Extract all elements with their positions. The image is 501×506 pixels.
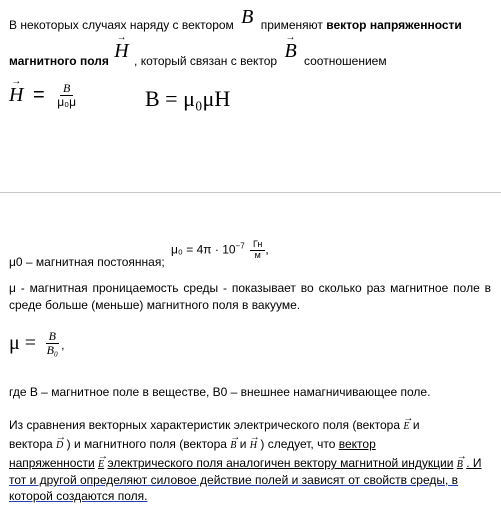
intro-line-2: магнитного поля → H , который связан с вектор → B соотношением (9, 32, 387, 68)
vector-e-symbol-2: → E (98, 451, 109, 470)
vector-h-symbol-2: → H (249, 432, 260, 451)
comparison-line-2: вектора → D ) и магнитного поля (вектора → B и → H ) следует, что вектор (9, 432, 376, 451)
vector-h-symbol: → H (114, 32, 129, 62)
intro-bold-term: вектор напряженности (326, 18, 462, 32)
comparison-line-3: напряженности → E электрического поля аналогичен вектору магнитной индукции → B . И (9, 451, 482, 470)
intro-line-1: В некоторых случаях наряду с вектором B применяют вектор напряженности (9, 6, 462, 32)
comparison-line-4: тот и другой определяют силовое действие полей и зависят от свойств среды, в (9, 473, 459, 487)
mu-formula: μ = $\frac{B}{\text{B₀}}$ , (9, 329, 65, 358)
vector-e-symbol: → E (403, 413, 414, 432)
vector-b-symbol-4: → B (456, 451, 467, 470)
intro-bold-term-2: магнитного поля (9, 54, 109, 68)
formula-b: B = μ₀μH (145, 86, 231, 111)
where-line: где B – магнитное поле в веществе, B0 – внешнее намагничивающее поле. (9, 385, 431, 399)
comparison-line-1: Из сравнения векторных характеристик электрического поля (вектора → E и (9, 413, 420, 432)
vector-b-symbol: B (241, 6, 254, 28)
mu0-line: μ0 – магнитная постоянная; (9, 255, 165, 269)
vector-b-symbol-3: → B (230, 432, 241, 451)
intro-text: В некоторых случаях наряду с вектором (9, 18, 234, 32)
mu-description: μ - магнитная проницаемость среды - показывает во сколько раз магнитное поле в среде больше (меньше) магнитного поля в вакууме. (9, 281, 491, 312)
formula-h: → H = $\frac{B}{\text{μ₀μ}}$ (9, 75, 77, 110)
divider (0, 192, 501, 193)
comparison-line-5: которой создаются поля. (9, 489, 148, 503)
vector-d-symbol: → D (56, 432, 67, 451)
mu0-formula: $\mu_0 = 4\pi \cdot 10^{-7}$ $\frac{Гн}{м}$ , (171, 239, 269, 260)
vector-b-symbol-2: → B (284, 32, 297, 62)
underlined-text: вектор (338, 437, 376, 451)
